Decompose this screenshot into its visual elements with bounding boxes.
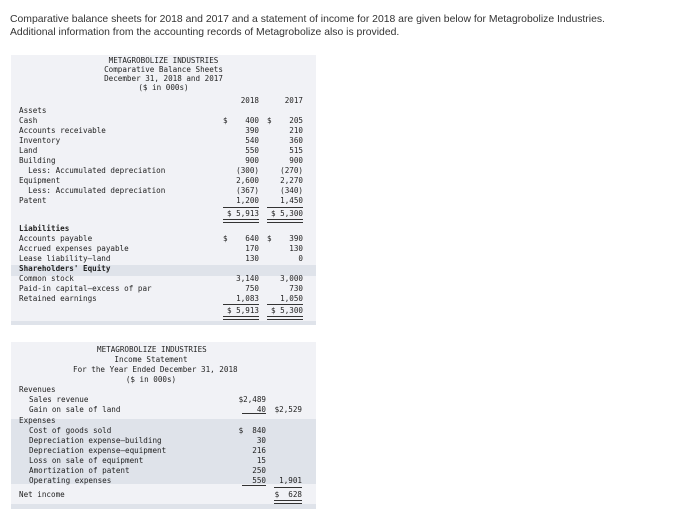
balance-sheet-panel: [11, 55, 316, 325]
asset-row-label: Patent: [19, 196, 47, 205]
assets-total-2018: $ 5,913: [226, 209, 259, 218]
asset-row-value-2018: 550: [245, 146, 259, 155]
bs-title-company: METAGROBOLIZE INDUSTRIES: [108, 56, 219, 65]
equity-row-value-2018: 1,083: [236, 294, 259, 303]
asset-row-label: Inventory: [19, 136, 61, 145]
revenue-row-total: $2,529: [274, 405, 302, 414]
net-income-label: Net income: [19, 490, 65, 499]
equity-row-value-2017: 3,000: [280, 274, 303, 283]
liability-row-label: Accounts payable: [19, 234, 93, 243]
assets-total-2017: $ 5,300: [270, 209, 303, 218]
asset-row-value-2017: (270): [280, 166, 303, 175]
le-total-2018: $ 5,913: [226, 306, 259, 315]
expense-row-amount: 15: [256, 456, 266, 465]
expense-row-amount: 216: [252, 446, 266, 455]
asset-row-dollar-2018: $: [223, 116, 228, 125]
is-title-units: ($ in 000s): [125, 375, 177, 384]
asset-row-label: Less: Accumulated depreciation: [19, 186, 166, 195]
asset-row-value-2017: 2,270: [280, 176, 303, 185]
asset-row-value-2018: 1,200: [236, 196, 259, 205]
expense-row-label: Depreciation expense—building: [29, 436, 162, 445]
is-title-date: For the Year Ended December 31, 2018: [73, 365, 238, 374]
bs-title-units: ($ in 000s): [138, 83, 189, 92]
revenue-row-amount: 40: [256, 405, 266, 414]
liability-row-label: Accrued expenses payable: [19, 244, 129, 253]
expense-row-label: Loss on sale of equipment: [29, 456, 144, 465]
expense-row-amount: 550: [252, 476, 266, 485]
asset-row-value-2018: (367): [236, 186, 259, 195]
intro-text: [10, 14, 685, 39]
expenses-heading: Expenses: [19, 416, 56, 425]
liability-row-value-2018: 170: [245, 244, 259, 253]
asset-row-value-2018: 900: [245, 156, 259, 165]
asset-row-label: Building: [19, 156, 56, 165]
expense-row-label: Cost of goods sold: [29, 426, 112, 435]
asset-row-value-2017: 900: [289, 156, 303, 165]
revenue-row-amount: $2,489: [238, 395, 266, 404]
bs-title-date: December 31, 2018 and 2017: [104, 74, 223, 83]
liability-row-value-2018: 130: [245, 254, 259, 263]
equity-row-label: Common stock: [19, 274, 74, 283]
expense-row-label: Depreciation expense—equipment: [29, 446, 167, 455]
asset-row-value-2017: (340): [280, 186, 303, 195]
asset-row-value-2017: 210: [289, 126, 303, 135]
equity-row-value-2018: 3,140: [236, 274, 259, 283]
liability-row-value-2017: 0: [298, 254, 303, 263]
asset-row-label: Accounts receivable: [19, 126, 106, 135]
le-total-2017: $ 5,300: [270, 306, 303, 315]
expense-row-amount: $ 840: [238, 426, 266, 435]
expense-row-label: Operating expenses: [29, 476, 112, 485]
equity-row-value-2017: 1,050: [280, 294, 303, 303]
asset-row-value-2018: (300): [236, 166, 259, 175]
assets-heading: Assets: [19, 106, 47, 115]
expense-row-total: 1,901: [279, 476, 302, 485]
asset-row-value-2017: 515: [289, 146, 303, 155]
liabilities-heading: Liabilities: [19, 224, 70, 233]
equity-row-label: Paid-in capital—excess of par: [19, 284, 152, 293]
asset-row-value-2017: 1,450: [280, 196, 303, 205]
intro-line-2: Additional information from the accounting records of Metagrobolize also is provided.: [10, 26, 400, 38]
equity-row-value-2017: 730: [289, 284, 303, 293]
asset-row-label: Land: [19, 146, 38, 155]
asset-row-label: Cash: [19, 116, 38, 125]
equity-row-value-2018: 750: [245, 284, 259, 293]
is-title-company: METAGROBOLIZE INDUSTRIES: [97, 345, 207, 354]
intro-line-1: Comparative balance sheets for 2018 and 2017 and a statement of income for 2018 are given below for Metagrobolize Industries.: [10, 14, 605, 25]
bs-col-2018: 2018: [240, 96, 259, 105]
income-statement-panel: [11, 342, 316, 509]
asset-row-dollar-2017: $: [267, 116, 272, 125]
liability-row-dollar-2017: $: [267, 234, 272, 243]
asset-row-value-2018: 540: [245, 136, 259, 145]
asset-row-value-2018: 390: [245, 126, 259, 135]
bs-col-2017: 2017: [284, 96, 303, 105]
asset-row-value-2017: 360: [289, 136, 303, 145]
expense-row-amount: 30: [256, 436, 266, 445]
liability-row-value-2017: 390: [289, 234, 303, 243]
liability-row-label: Lease liability—land: [19, 254, 111, 263]
asset-row-value-2018: 2,600: [236, 176, 259, 185]
equity-row-label: Retained earnings: [19, 294, 97, 303]
liability-row-value-2018: 640: [245, 234, 259, 243]
revenue-row-label: Sales revenue: [29, 395, 89, 404]
revenue-row-label: Gain on sale of land: [29, 405, 121, 414]
revenues-heading: Revenues: [19, 385, 56, 394]
bs-title-name: Comparative Balance Sheets: [104, 65, 223, 74]
expense-row-label: Amortization of patent: [29, 466, 130, 475]
asset-row-value-2018: 400: [245, 116, 259, 125]
equity-heading: Shareholders' Equity: [19, 264, 111, 273]
net-income-value: $ 628: [274, 490, 302, 499]
asset-row-label: Less: Accumulated depreciation: [19, 166, 166, 175]
liability-row-dollar-2018: $: [223, 234, 228, 243]
asset-row-value-2017: 205: [289, 116, 303, 125]
asset-row-label: Equipment: [19, 176, 61, 185]
expense-row-amount: 250: [252, 466, 266, 475]
liability-row-value-2017: 130: [289, 244, 303, 253]
is-title-name: Income Statement: [114, 355, 188, 364]
